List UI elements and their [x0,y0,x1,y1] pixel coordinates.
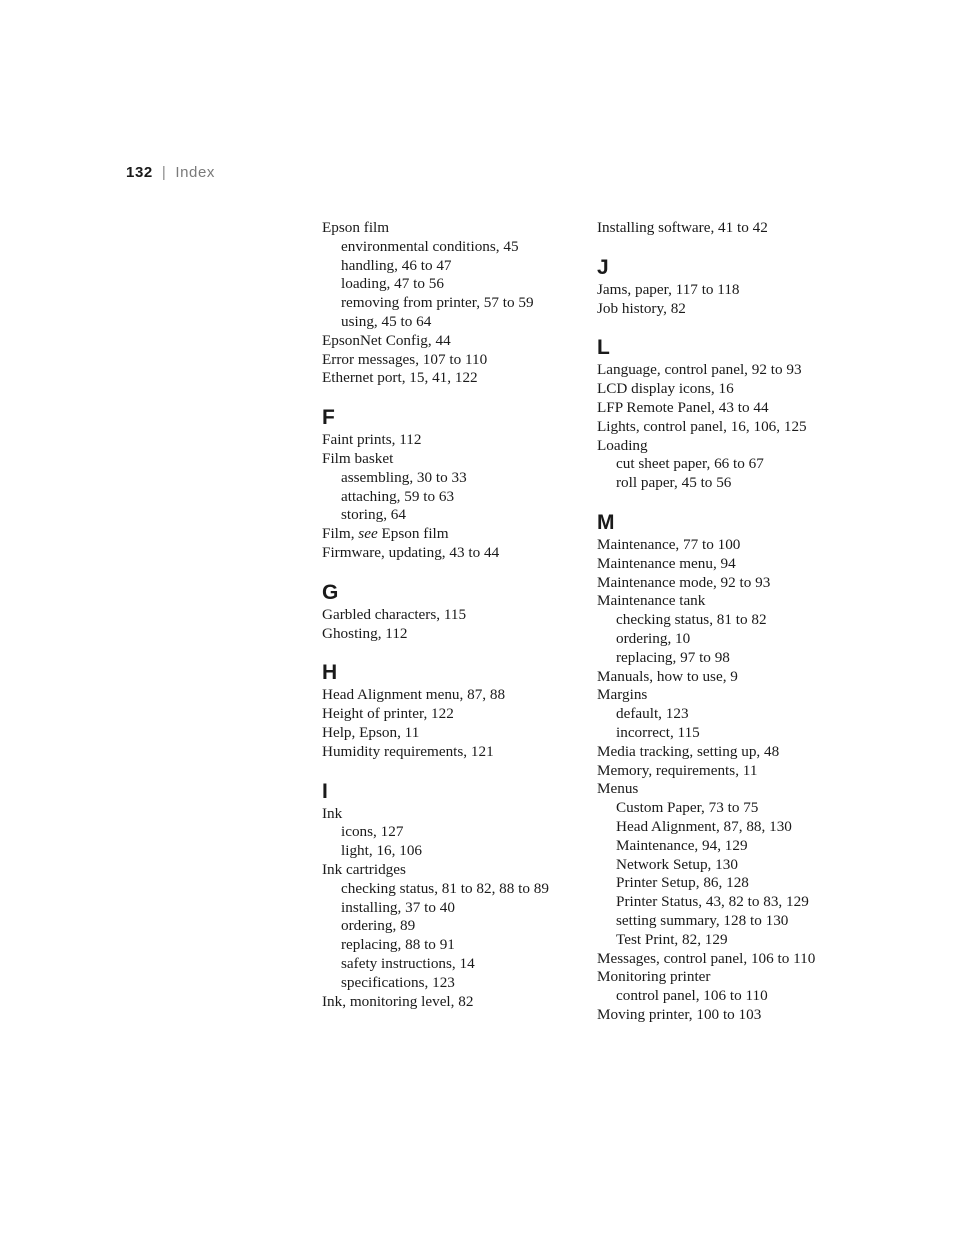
index-entry: Job history, 82 [597,299,686,317]
index-entry: Ink cartridges [322,860,406,878]
index-column-left [322,219,582,1011]
index-entry: EpsonNet Config, 44 [322,331,451,349]
index-entry: Maintenance tank [597,592,706,610]
header-separator: | [161,164,167,181]
index-subentry: Printer Status, 43, 82 to 83, 129 [616,893,809,911]
film-see-target: Epson film [377,525,449,543]
index-entry: Firmware, updating, 43 to 44 [322,543,500,561]
index-subentry: installing, 37 to 40 [341,898,455,916]
index-subentry: roll paper, 45 to 56 [616,474,732,492]
see-reference: see [358,525,378,543]
index-subentry: replacing, 97 to 98 [616,648,730,666]
index-subentry: attaching, 59 to 63 [341,487,455,505]
index-subentry: Printer Setup, 86, 128 [616,874,749,892]
index-entry: Maintenance mode, 92 to 93 [597,573,771,591]
running-head [126,163,215,183]
index-subentry: light, 16, 106 [341,842,423,860]
index-column-right [597,219,847,1025]
index-subentry: checking status, 81 to 82, 88 to 89 [341,879,549,897]
index-subentry: Network Setup, 130 [616,855,738,873]
index-subentry: ordering, 10 [616,629,691,647]
index-entry: Maintenance, 77 to 100 [597,535,741,553]
index-entry: Faint prints, 112 [322,431,422,449]
section-title: Index [175,164,216,181]
index-entry: Ink [322,804,343,822]
section-letter-i: I [322,779,328,803]
index-entry: Installing software, 41 to 42 [597,219,768,236]
index-subentry: using, 45 to 64 [341,312,432,330]
index-subentry: cut sheet paper, 66 to 67 [616,455,764,473]
index-entry: Head Alignment menu, 87, 88 [322,686,506,704]
index-entry: LCD display icons, 16 [597,380,734,398]
index-subentry: loading, 47 to 56 [341,275,444,293]
index-subentry: checking status, 81 to 82 [616,611,767,629]
index-subentry: Test Print, 82, 129 [616,930,728,948]
index-entry: Monitoring printer [597,968,711,986]
section-letter-g: G [322,580,339,604]
index-entry: Manuals, how to use, 9 [597,667,738,685]
index-subentry: Head Alignment, 87, 88, 130 [616,817,792,835]
index-subentry: storing, 64 [341,506,406,524]
index-subentry: ordering, 89 [341,917,416,935]
index-entry: Ink, monitoring level, 82 [322,992,474,1010]
index-subentry: specifications, 123 [341,973,455,991]
index-subentry: Custom Paper, 73 to 75 [616,799,759,817]
index-entry: Epson film [322,219,390,236]
index-subentry: icons, 127 [341,823,404,841]
index-entry: Garbled characters, 115 [322,605,467,623]
index-entry: LFP Remote Panel, 43 to 44 [597,398,769,416]
index-subentry: assembling, 30 to 33 [341,468,467,486]
index-entry: Jams, paper, 117 to 118 [597,280,740,298]
index-subentry: environmental conditions, 45 [341,237,519,255]
index-entry: Lights, control panel, 16, 106, 125 [597,417,807,435]
index-subentry: incorrect, 115 [616,723,700,741]
section-letter-m: M [597,510,615,534]
index-entry: Humidity requirements, 121 [322,742,494,760]
index-entry: Maintenance menu, 94 [597,554,736,572]
index-entry: Media tracking, setting up, 48 [597,742,780,760]
index-subentry: setting summary, 128 to 130 [616,911,789,929]
index-subentry: control panel, 106 to 110 [616,987,768,1005]
index-entry: Height of printer, 122 [322,705,454,723]
index-entry: Memory, requirements, 11 [597,761,758,779]
index-entry: Ghosting, 112 [322,624,408,642]
section-letter-j: J [597,255,609,279]
section-letter-f: F [322,406,335,430]
index-subentry: safety instructions, 14 [341,954,475,972]
index-subentry: Maintenance, 94, 129 [616,836,748,854]
index-entry: Ethernet port, 15, 41, 122 [322,369,478,387]
index-entry: Help, Epson, 11 [322,723,420,741]
index-entry: Loading [597,436,648,454]
page-number: 132 [126,164,153,181]
index-entry-film-see [322,525,582,544]
index-entry: Messages, control panel, 106 to 110 [597,949,816,967]
index-subentry: default, 123 [616,705,689,723]
index-subentry: removing from printer, 57 to 59 [341,294,534,312]
index-entry: Film basket [322,449,394,467]
index-entry: Moving printer, 100 to 103 [597,1005,762,1023]
index-entry: Language, control panel, 92 to 93 [597,361,802,379]
section-letter-l: L [597,336,610,360]
index-entry: Margins [597,686,648,704]
index-subentry: replacing, 88 to 91 [341,936,455,954]
section-letter-h: H [322,661,338,685]
index-entry: Menus [597,780,639,798]
index-subentry: handling, 46 to 47 [341,256,452,274]
index-entry: Error messages, 107 to 110 [322,350,488,368]
film-see-prefix: Film, [322,525,359,543]
